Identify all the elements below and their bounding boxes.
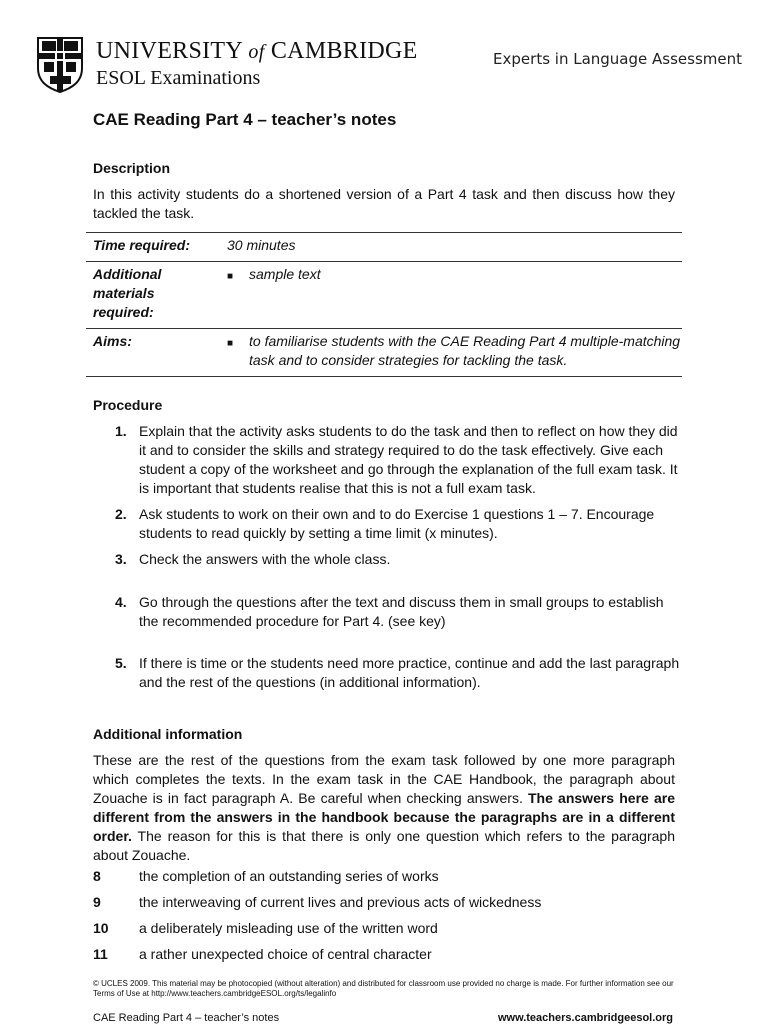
tagline: Experts in Language Assessment [493, 50, 742, 68]
table-row [86, 329, 682, 377]
question-number: 10 [93, 920, 109, 936]
step-number: 3. [115, 551, 127, 567]
table-row [86, 233, 682, 262]
question-text: the interweaving of current lives and previous acts of wickedness [139, 894, 542, 910]
info-table [86, 232, 682, 377]
time-label: Time required: [86, 233, 219, 262]
aims-item [227, 332, 682, 370]
question-text: the completion of an outstanding series of works [139, 868, 439, 884]
question-text: a deliberately misleading use of the written word [139, 920, 438, 936]
footer-title: CAE Reading Part 4 – teacher’s notes [93, 1012, 280, 1024]
step-number: 5. [115, 655, 127, 671]
description-text: In this activity students do a shortened version of a Part 4 task and then discuss how they tackled the task. [93, 186, 675, 221]
step-number: 4. [115, 594, 127, 610]
question-number: 9 [93, 894, 101, 910]
step-number: 1. [115, 423, 127, 439]
footer-website-link[interactable]: www.teachers.cambridgeesol.org [497, 1012, 673, 1024]
procedure-step [93, 422, 683, 498]
procedure-step [93, 505, 683, 543]
university-name: UNIVERSITY of CAMBRIDGE [96, 38, 418, 64]
description-heading: Description [93, 160, 171, 176]
aims-label: Aims: [86, 329, 219, 377]
procedure-step [93, 654, 683, 692]
procedure-heading: Procedure [93, 397, 163, 413]
page-title: CAE Reading Part 4 – teacher’s notes [93, 110, 397, 129]
step-text: Ask students to work on their own and to do Exercise 1 questions 1 – 7. Encourage students to read quickly by setting a time limit (x minutes). [139, 506, 655, 541]
additional-text: These are the rest of the questions from the exam task followed by one more paragraph which completes the texts. In the exam task in the CAE Handbook, the paragraph about Zouache is in fact paragraph A. Be careful when checking answers. The answers here are different from the answers in the handbook because the paragraphs are in a different order. The reason for this is that there is only one question which refers to the paragraph about Zouache. [93, 752, 675, 863]
bullet-icon: ■ [227, 338, 234, 349]
question-number: 11 [93, 946, 108, 962]
table-row [86, 262, 682, 329]
step-text: Go through the questions after the text and discuss them in small groups to establish the recommended procedure for Part 4. (see key) [139, 594, 664, 629]
step-text: Check the answers with the whole class. [139, 551, 391, 567]
step-number: 2. [115, 506, 127, 522]
esol-subtitle: ESOL Examinations [96, 67, 261, 89]
materials-item [227, 265, 682, 286]
time-value: 30 minutes [219, 233, 682, 262]
copyright-note: © UCLES 2009. This material may be photocopied (without alteration) and distributed for classroom use provided no charge is made. For further information see our Terms of Use at http://www.teachers.cambridgeESOL.org/ts/legalinfo [93, 979, 674, 998]
university-crest-icon [36, 36, 84, 94]
step-text: Explain that the activity asks students to do the task and then to reflect on how they did it and to consider the skills and strategy required to do the task effectively. Give each student a copy of the worksheet and go through the explanation of the full exam task. It is important that students realise that this is not a full exam task. [139, 423, 678, 496]
question-item [93, 945, 432, 964]
procedure-step [93, 550, 683, 569]
materials-value: sample text [249, 266, 321, 282]
aims-value: to familiarise students with the CAE Reading Part 4 multiple-matching task and to consider strategies for tackling the task. [249, 333, 681, 368]
question-item [93, 893, 541, 912]
step-text: If there is time or the students need more practice, continue and add the last paragraph and the rest of the questions (in additional information). [139, 655, 680, 690]
question-item [93, 867, 439, 886]
question-item [93, 919, 438, 938]
procedure-step [93, 593, 683, 631]
university-wordmark [96, 38, 418, 91]
question-text: a rather unexpected choice of central character [139, 946, 432, 962]
bullet-icon: ■ [227, 271, 234, 282]
additional-heading: Additional information [93, 726, 243, 742]
page-header [36, 36, 742, 98]
materials-label: Additional materials required: [86, 262, 219, 329]
question-number: 8 [93, 868, 101, 884]
